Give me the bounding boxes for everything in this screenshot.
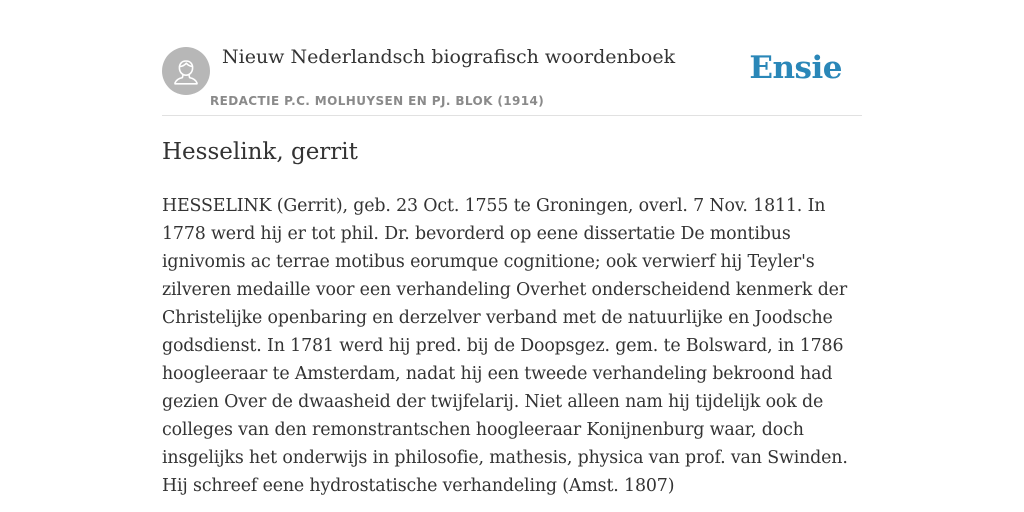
brand-logo[interactable]: Ensie: [749, 50, 842, 86]
page-title: Hesselink, gerrit: [162, 139, 358, 165]
entry-body: HESSELINK (Gerrit), geb. 23 Oct. 1755 te Groningen, overl. 7 Nov. 1811. In 1778 werd hij er tot phil. Dr. bevorderd op eene dissertatie De montibus ignivomis ac terrae motibus eorumque cognitione; ook verwierf hij Teyler's zilveren medaille voor een verhandeling Overhet onderscheidend kenmerk der Christelijke openbaring en derzelver verband met de natuurlijke en Joodsche godsdienst. In 1781 werd hij pred. bij de Doopsgez. gem. te Bolsward, in 1786 hoogleeraar te Amsterdam, nadat hij een tweede verhandeling bekroond had gezien Over de dwaasheid der twijfelarij. Niet alleen nam hij tijdelijk ook de colleges van den remonstrantschen hoogleeraar Konijnenburg waar, doch insgelijks het onderwijs in philosofie, mathesis, physica van prof. van Swinden. Hij schreef eene hydrostatische verhandeling (Amst. 1807): [162, 196, 848, 496]
user-icon: [162, 47, 210, 95]
avatar[interactable]: [162, 47, 210, 95]
source-header: [162, 44, 862, 116]
source-title[interactable]: Nieuw Nederlandsch biografisch woordenboek: [222, 46, 676, 68]
source-editors: REDACTIE P.C. MOLHUYSEN EN PJ. BLOK (1914): [210, 94, 545, 108]
